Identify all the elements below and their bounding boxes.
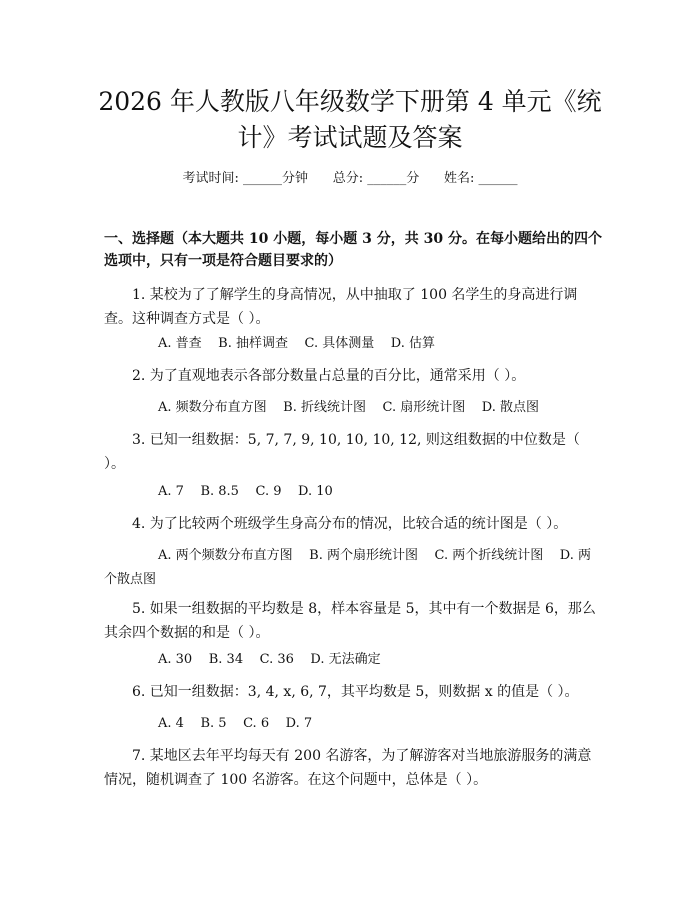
exam-title [80,84,620,156]
question-options: A. 频数分布直方图 B. 折线统计图 C. 扇形统计图 D. 散点图 [158,400,540,415]
question-stem: 4. 为了比较两个班级学生身高分布的情况，比较合适的统计图是（ ）。 [132,516,568,532]
title-line-2: 计》考试试题及答案 [237,123,463,152]
question-stem: 2. 为了直观地表示各部分数量占总量的百分比，通常采用（ ）。 [132,368,526,384]
section-heading: 一、选择题（本大题共 10 小题，每小题 3 分，共 30 分。在每小题给出的四个选项中，只有一项是符合题目要求的） [104,231,602,269]
question-stem: 5. 如果一组数据的平均数是 8，样本容量是 5，其中有一个数据是 6，那么其余四个数据的和是（ ）。 [104,601,596,641]
question-options: A. 7 B. 8.5 C. 9 D. 10 [158,484,333,499]
question-stem: 3. 已知一组数据：5, 7, 7, 9, 10, 10, 10, 12, 则这组数据的中位数是（ ）。 [104,432,580,472]
title-line-1: 2026 年人教版八年级数学下册第 4 单元《统 [98,87,602,116]
exam-info-line: 考试时间: ______分钟 总分: ______分 姓名: ______ [182,171,518,186]
question-stem: 1. 某校为了了解学生的身高情况，从中抽取了 100 名学生的身高进行调查。这种调查方式是（ ）。 [104,287,578,327]
question-options: A. 两个频数分布直方图 B. 两个扇形统计图 C. 两个折线统计图 D. 两个散点图 [104,548,592,587]
question-options: A. 普查 B. 抽样调查 C. 具体测量 D. 估算 [158,336,436,351]
question-stem: 6. 已知一组数据：3, 4, x, 6, 7，其平均数是 5，则数据 x 的值是（ ）。 [132,684,579,700]
question-options: A. 4 B. 5 C. 6 D. 7 [158,716,313,731]
question-stem: 7. 某地区去年平均每天有 200 名游客，为了解游客对当地旅游服务的满意情况，随机调查了 100 名游客。在这个问题中，总体是（ ）。 [104,748,592,788]
question-options: A. 30 B. 34 C. 36 D. 无法确定 [158,652,381,667]
